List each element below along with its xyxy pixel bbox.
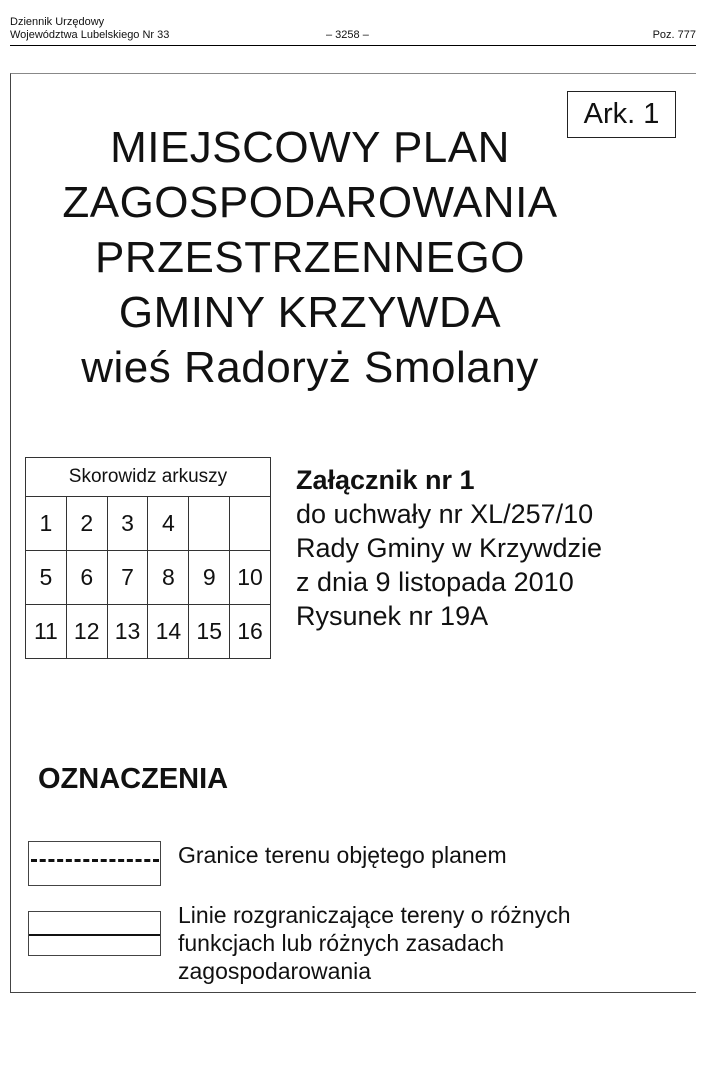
- journal-name: [10, 16, 169, 42]
- sheet-index-cell: 8: [148, 551, 189, 605]
- dashed-boundary-symbol: [28, 841, 161, 886]
- journal-line-2: Województwa Lubelskiego Nr 33: [10, 29, 170, 41]
- plan-title: [20, 120, 600, 395]
- sheet-index-cell: 10: [230, 551, 271, 605]
- attachment-info: [296, 463, 602, 633]
- position-number: Poz. 777: [652, 29, 696, 41]
- legend-item-demarcation: [178, 901, 570, 985]
- legend-item-text: funkcjach lub różnych zasadach: [178, 930, 505, 956]
- legend-title: OZNACZENIA: [38, 763, 229, 795]
- attachment-line-4: z dnia 9 listopada 2010: [296, 567, 574, 597]
- table-row: [26, 551, 271, 605]
- page-number: – 3258 –: [326, 29, 369, 41]
- sheet-index-cell: 6: [66, 551, 107, 605]
- attachment-line-5: Rysunek nr 19A: [296, 601, 489, 631]
- sheet-index-cell: 12: [66, 605, 107, 659]
- attachment-number: Załącznik nr 1: [296, 465, 475, 495]
- sheet-label: Ark. 1: [567, 91, 676, 138]
- sheet-index-cell: 11: [26, 605, 67, 659]
- sheet-index-cell: [230, 497, 271, 551]
- title-line-2: ZAGOSPODAROWANIA: [62, 178, 558, 227]
- title-line-1: MIEJSCOWY PLAN: [110, 123, 510, 172]
- page-header: [10, 0, 696, 46]
- sheet-index-table: [25, 457, 271, 659]
- legend-item-boundary: [178, 841, 507, 869]
- sheet-index-heading: Skorowidz arkuszy: [26, 458, 271, 497]
- sheet-index-cell: 15: [189, 605, 230, 659]
- title-line-4: GMINY KRZYWDA: [118, 288, 502, 337]
- sheet-index-cell: 4: [148, 497, 189, 551]
- title-line-5: wieś Radoryż Smolany: [81, 343, 539, 392]
- sheet-index-cell: 14: [148, 605, 189, 659]
- attachment-line-3: Rady Gminy w Krzywdzie: [296, 533, 603, 563]
- sheet-index-cell: 9: [189, 551, 230, 605]
- legend-item-text: Granice terenu objętego planem: [178, 842, 507, 868]
- sheet-index-cell: 7: [107, 551, 148, 605]
- sheet-index-cell: 16: [230, 605, 271, 659]
- solid-line-symbol: [28, 911, 161, 956]
- legend-item-text: zagospodarowania: [178, 958, 372, 984]
- journal-line-1: Dziennik Urzędowy: [10, 16, 105, 28]
- title-line-3: PRZESTRZENNEGO: [95, 233, 525, 282]
- table-row: [26, 497, 271, 551]
- legend-item-text: Linie rozgraniczające tereny o różnych: [178, 902, 571, 928]
- header-rule: [10, 45, 696, 46]
- dashed-line-icon: [31, 859, 159, 862]
- table-row: [26, 605, 271, 659]
- sheet-index-cell: [189, 497, 230, 551]
- sheet-index-cell: 3: [107, 497, 148, 551]
- solid-line-icon: [29, 934, 160, 936]
- attachment-line-2: do uchwały nr XL/257/10: [296, 499, 594, 529]
- sheet-index-cell: 1: [26, 497, 67, 551]
- sheet-index-cell: 2: [66, 497, 107, 551]
- sheet-index-cell: 13: [107, 605, 148, 659]
- sheet-index-cell: 5: [26, 551, 67, 605]
